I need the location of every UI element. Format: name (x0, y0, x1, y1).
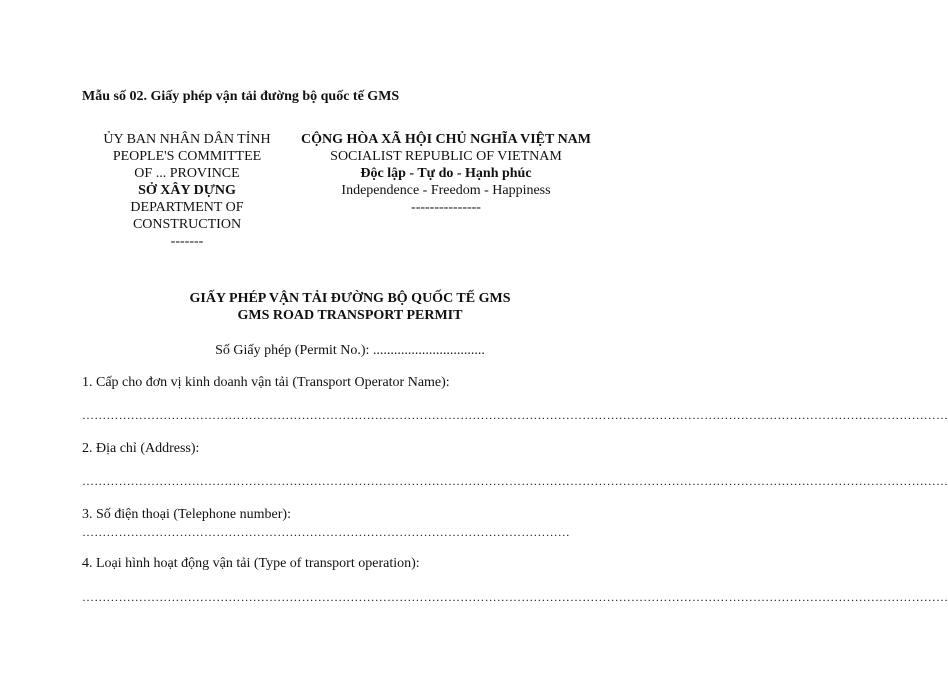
issuer-line-committee-vi: ỦY BAN NHÂN DÂN TỈNH (103, 132, 271, 147)
telephone-input-line[interactable]: ………………………………………………………………………………………………………… (82, 525, 570, 539)
address-label: 2. Địa chỉ (Address): (82, 441, 200, 456)
permit-title-en: GMS ROAD TRANSPORT PERMIT (237, 308, 463, 323)
permit-title-vi: GIẤY PHÉP VẬN TẢI ĐƯỜNG BỘ QUỐC TẾ GMS (189, 291, 511, 306)
telephone-label: 3. Số điện thoại (Telephone number): (82, 507, 291, 522)
permit-title (0, 290, 700, 324)
national-motto-vi: Độc lập - Tự do - Hạnh phúc (360, 166, 532, 181)
issuer-divider: ------- (170, 234, 204, 249)
national-header (276, 131, 616, 216)
address-input-line[interactable]: …………………………………………………………………………………………………………………………………………………………………………………………… (82, 474, 948, 488)
national-motto-en: Independence - Freedom - Happiness (341, 183, 551, 198)
operator-name-input-line[interactable]: …………………………………………………………………………………………………………………………………………………………………………………………… (82, 408, 948, 422)
permit-number-field[interactable]: Số Giấy phép (Permit No.): ................................ (215, 343, 485, 358)
issuer-line-department-en: DEPARTMENT OF (130, 200, 244, 215)
issuer-line-province: OF ... PROVINCE (134, 166, 240, 181)
issuer-line-department-vi: SỞ XÂY DỰNG (138, 183, 236, 198)
form-title: Mẫu số 02. Giấy phép vận tải đường bộ quốc tế GMS (82, 89, 400, 104)
national-divider: --------------- (411, 200, 481, 215)
national-title-vi: CỘNG HÒA XÃ HỘI CHỦ NGHĨA VIỆT NAM (300, 132, 591, 147)
issuer-line-construction: CONSTRUCTION (132, 217, 242, 232)
issuer-header (72, 131, 302, 250)
operator-name-label: 1. Cấp cho đơn vị kinh doanh vận tải (Transport Operator Name): (82, 375, 450, 390)
transport-operation-input-line[interactable]: …………………………………………………………………………………………………………………………………………………………………………………………… (82, 590, 948, 604)
transport-operation-label: 4. Loại hình hoạt động vận tải (Type of transport operation): (82, 556, 420, 571)
national-title-en: SOCIALIST REPUBLIC OF VIETNAM (330, 149, 562, 164)
issuer-line-committee-en: PEOPLE'S COMMITTEE (112, 149, 262, 164)
